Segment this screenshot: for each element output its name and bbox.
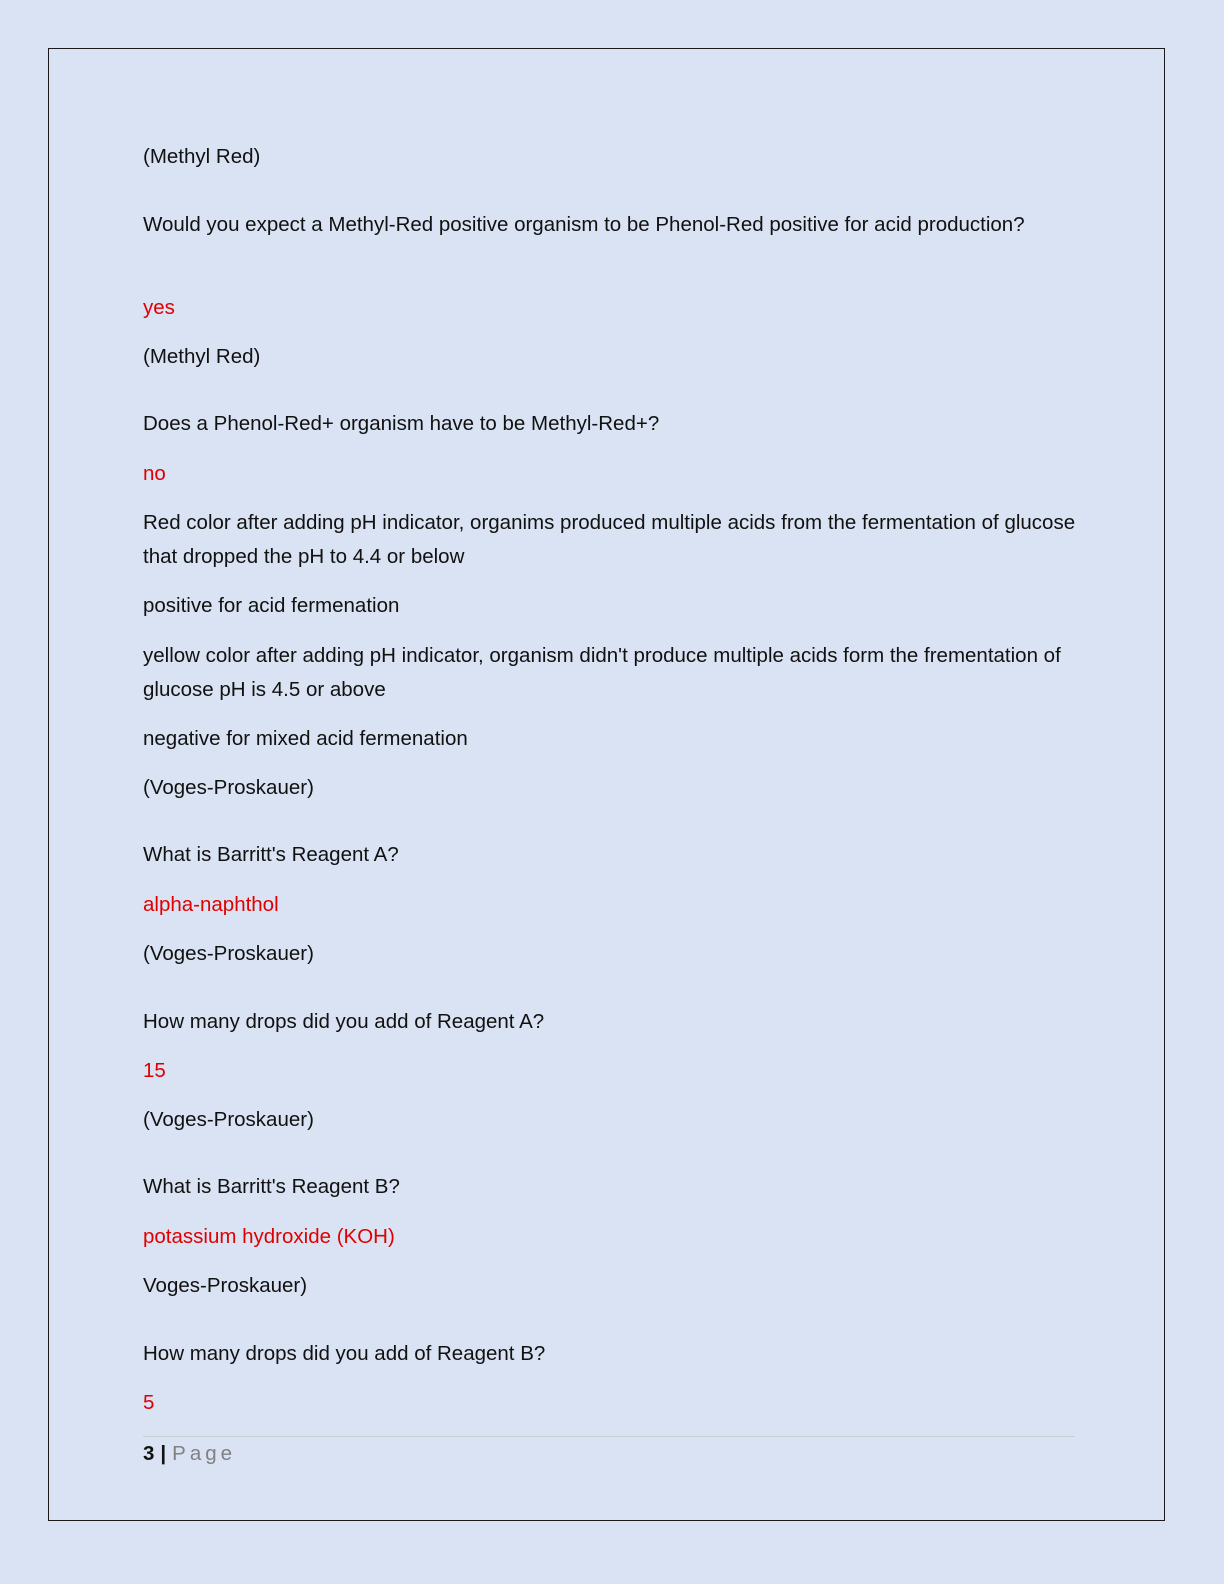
section-label: (Methyl Red) bbox=[143, 145, 261, 168]
question-text: Would you expect a Methyl-Red positive organism to be Phenol-Red positive for acid production? bbox=[143, 213, 1025, 236]
result-text: negative for mixed acid fermenation bbox=[143, 727, 468, 750]
page-number: 3 bbox=[143, 1442, 155, 1465]
page-footer bbox=[143, 1437, 236, 1471]
question-text: How many drops did you add of Reagent A? bbox=[143, 1010, 545, 1033]
section-label: (Voges-Proskauer) bbox=[143, 1108, 314, 1131]
answer-text: alpha-naphthol bbox=[143, 893, 279, 916]
result-text: positive for acid fermenation bbox=[143, 594, 400, 617]
footer-divider bbox=[143, 1436, 1075, 1437]
section-label: Voges-Proskauer) bbox=[143, 1274, 308, 1297]
answer-text: yes bbox=[143, 296, 175, 319]
question-text: What is Barritt's Reagent A? bbox=[143, 843, 399, 866]
answer-text: 5 bbox=[143, 1391, 155, 1414]
footer-separator: | bbox=[160, 1442, 167, 1465]
question-text: How many drops did you add of Reagent B? bbox=[143, 1342, 546, 1365]
question-text: What is Barritt's Reagent B? bbox=[143, 1175, 400, 1198]
explanation-text: Red color after adding pH indicator, organims produced multiple acids from the fermentation of glucose that dropped the pH to 4.4 or below bbox=[143, 511, 1076, 568]
page-label: Page bbox=[172, 1442, 237, 1465]
question-text: Does a Phenol-Red+ organism have to be Methyl-Red+? bbox=[143, 412, 660, 435]
section-label: (Methyl Red) bbox=[143, 345, 261, 368]
section-label: (Voges-Proskauer) bbox=[143, 776, 314, 799]
answer-text: no bbox=[143, 462, 166, 485]
answer-text: 15 bbox=[143, 1059, 166, 1082]
answer-text: potassium hydroxide (KOH) bbox=[143, 1225, 395, 1248]
explanation-text: yellow color after adding pH indicator, organism didn't produce multiple acids form the frementation of glucose pH is 4.5 or above bbox=[143, 644, 1061, 701]
section-label: (Voges-Proskauer) bbox=[143, 942, 314, 965]
